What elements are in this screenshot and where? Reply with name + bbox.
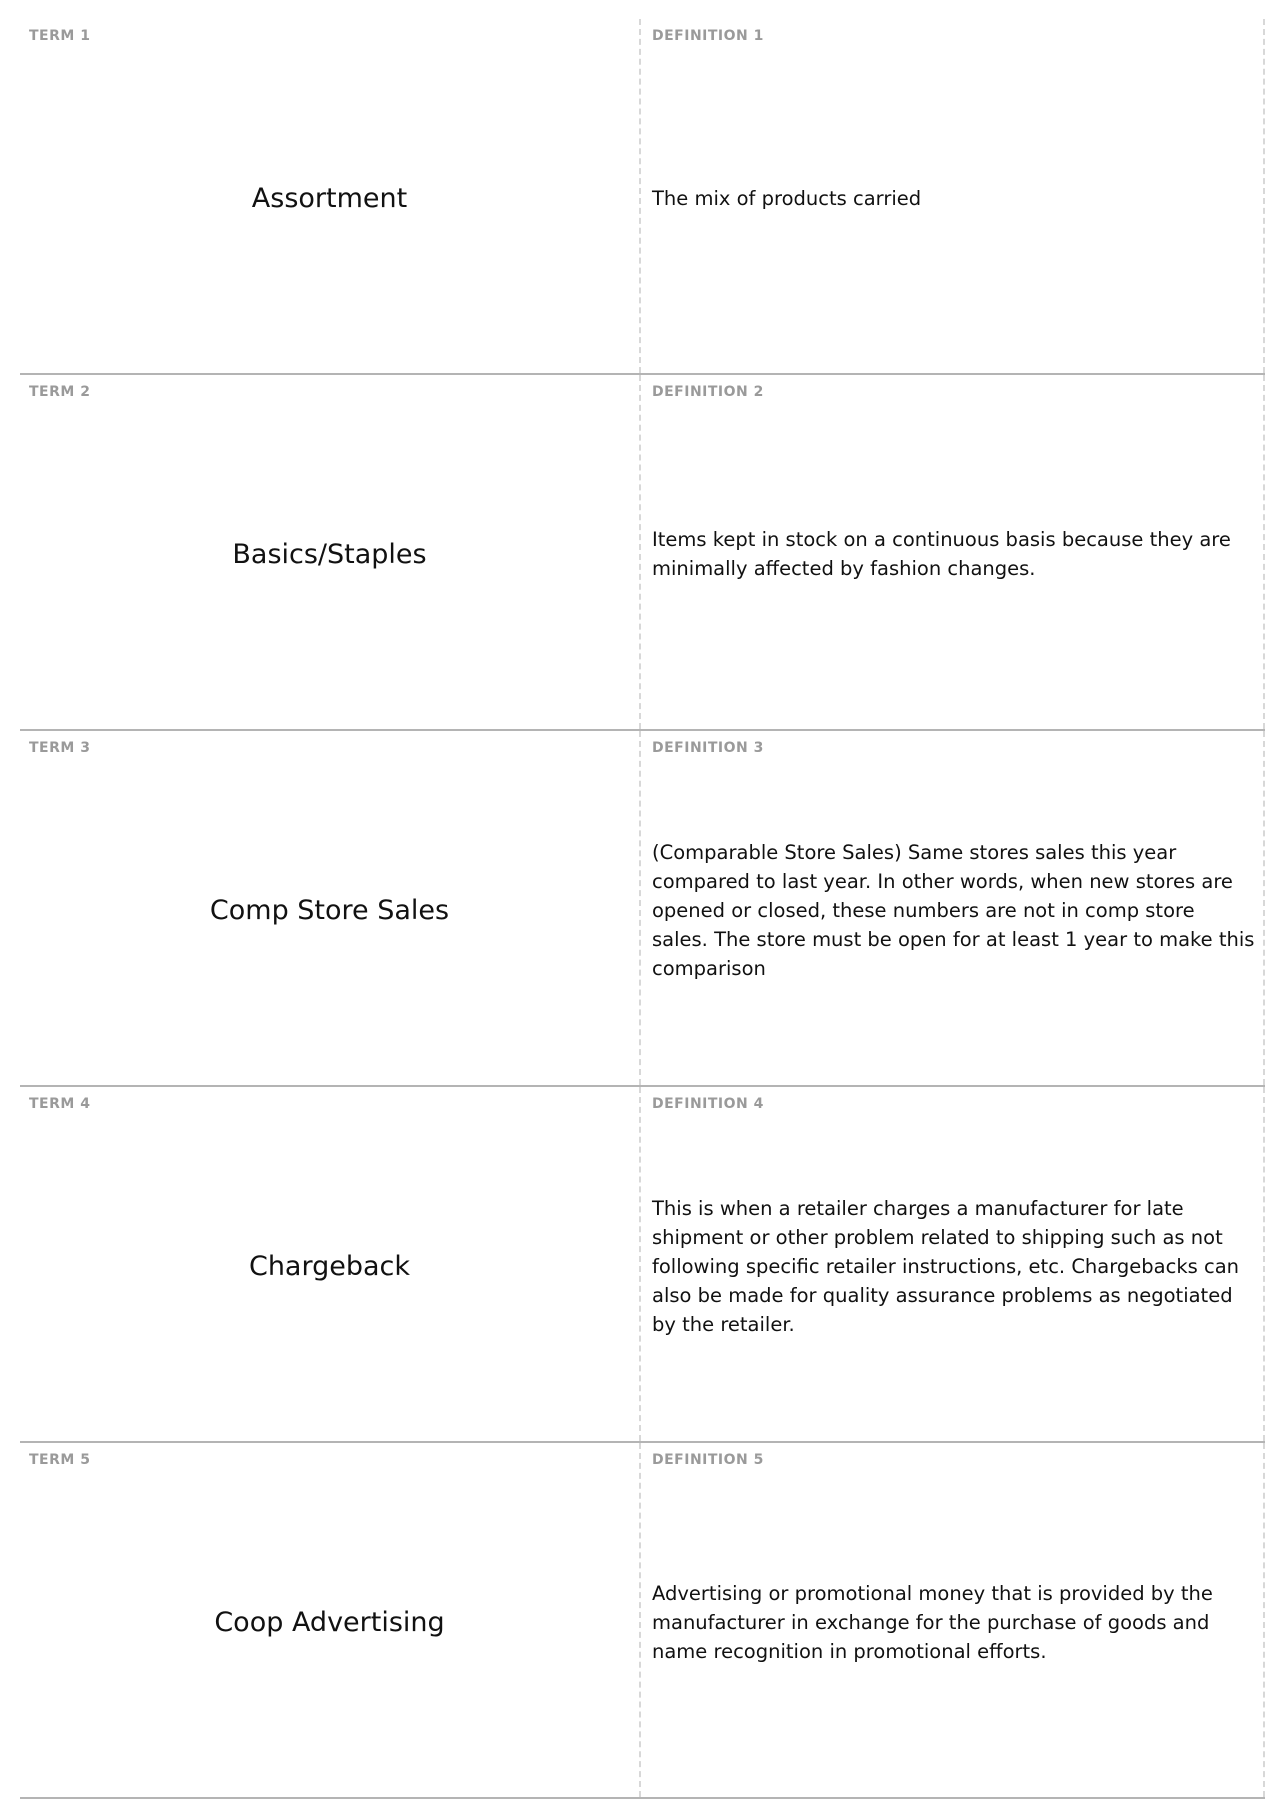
term-label: TERM 2: [29, 384, 91, 400]
flashcard-row-3: [20, 731, 1265, 1087]
definition-text-container: [652, 1087, 1255, 1441]
term-label: TERM 4: [29, 1096, 91, 1112]
term-text: Comp Store Sales: [209, 894, 450, 926]
term-text: Coop Advertising: [214, 1606, 445, 1638]
flashcard-row-1: [20, 19, 1265, 375]
term-cell: [20, 375, 641, 729]
definition-cell: [641, 1087, 1265, 1441]
flashcard-row-5: [20, 1443, 1265, 1799]
definition-text-container: [652, 731, 1255, 1085]
definition-label: DEFINITION 2: [652, 384, 764, 400]
definition-label: DEFINITION 4: [652, 1096, 764, 1112]
definition-text: (Comparable Store Sales) Same stores sales this year compared to last year. In other words, when new stores are opened or closed, these numbers are not in comp store sales. The store must be open for at least 1 year to make this comparison: [652, 840, 1255, 980]
definition-cell: [641, 375, 1265, 729]
term-text: Assortment: [251, 182, 408, 214]
term-cell: [20, 731, 641, 1085]
flashcard-sheet: [20, 19, 1265, 1799]
term-label: TERM 3: [29, 740, 91, 756]
definition-cell: [641, 731, 1265, 1085]
term-cell: [20, 19, 641, 373]
definition-cell: [641, 19, 1265, 373]
definition-label: DEFINITION 1: [652, 28, 764, 44]
definition-text: Advertising or promotional money that is provided by the manufacturer in exchange for the purchase of goods and name recognition in promotional efforts.: [652, 1581, 1213, 1663]
definition-text-container: [652, 19, 1255, 373]
definition-text-container: [652, 375, 1255, 729]
definition-text: The mix of products carried: [652, 186, 922, 210]
definition-text: Items kept in stock on a continuous basis because they are minimally affected by fashion changes.: [652, 528, 1231, 580]
term-text: Basics/Staples: [232, 538, 427, 570]
definition-text: This is when a retailer charges a manufacturer for late shipment or other problem related to shipping such as not following specific retailer instructions, etc. Chargebacks can also be made for quality assurance problems as negotiated by the retailer.: [652, 1196, 1240, 1336]
definition-cell: [641, 1443, 1265, 1797]
definition-label: DEFINITION 3: [652, 740, 764, 756]
term-cell: [20, 1443, 641, 1797]
definition-label: DEFINITION 5: [652, 1452, 764, 1468]
term-label: TERM 5: [29, 1452, 91, 1468]
definition-text-container: [652, 1443, 1255, 1797]
term-text: Chargeback: [248, 1250, 411, 1282]
flashcard-row-4: [20, 1087, 1265, 1443]
term-cell: [20, 1087, 641, 1441]
term-label: TERM 1: [29, 28, 91, 44]
flashcard-row-2: [20, 375, 1265, 731]
